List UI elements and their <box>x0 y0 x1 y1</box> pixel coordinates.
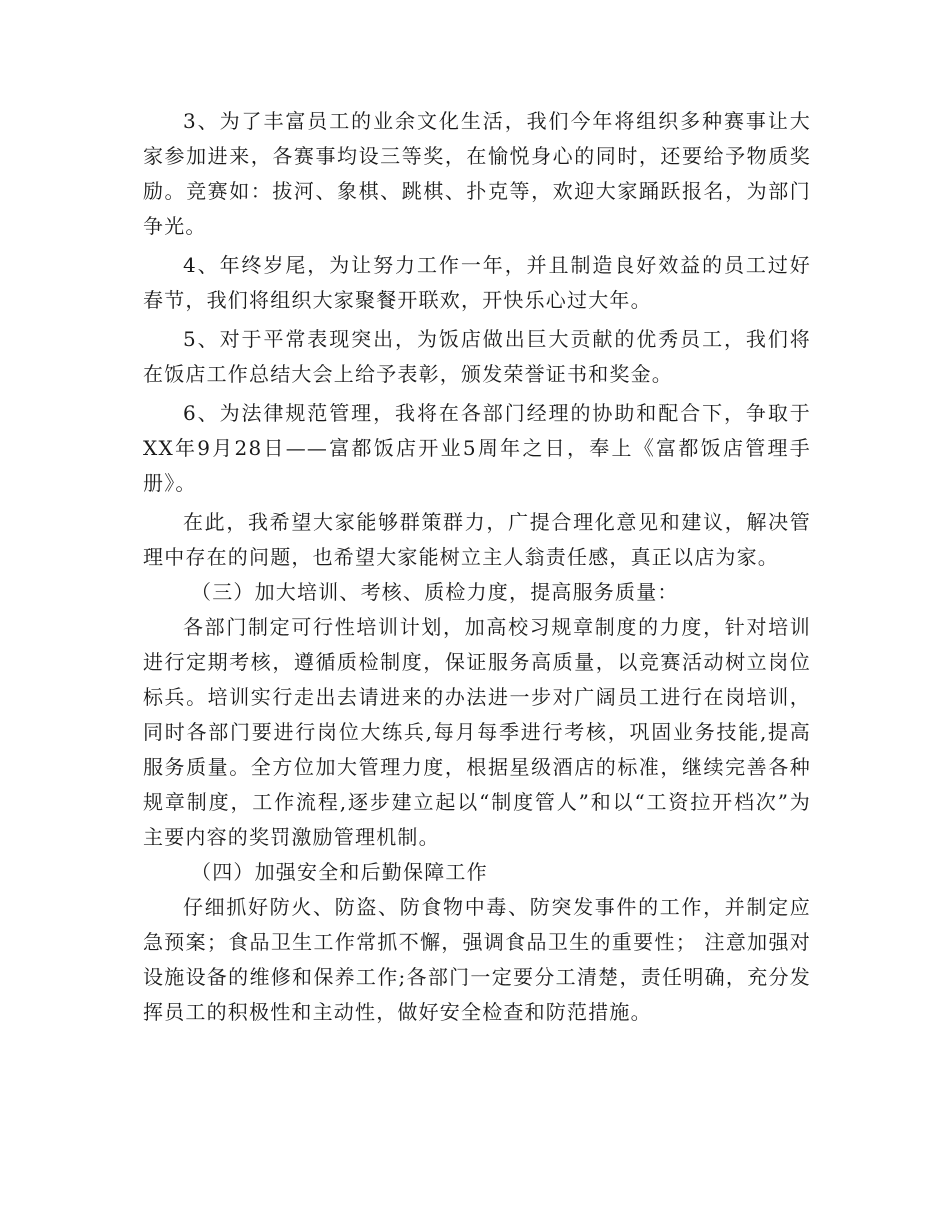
section-heading-3: （三）加大培训、考核、质检力度，提高服务质量： <box>191 580 679 604</box>
section-heading-4: （四）加强安全和后勤保障工作 <box>191 860 488 884</box>
paragraph-item-3: 3、为了丰富员工的业余文化生活，我们今年将组织多种赛事让大家参加进来，各赛事均设三等奖，在愉悦身心的同时，还要给予物质奖励。竞赛如：拔河、象棋、跳棋、扑克等，欢迎大家踊跃报名，为部门争光。 <box>143 109 811 238</box>
section-body-4: 仔细抓好防火、防盗、防食物中毒、防突发事件的工作，并制定应急预案；食品卫生工作常抓不懈，强调食品卫生的重要性； 注意加强对设施设备的维修和保养工作;各部门一定要分工清楚，责任明确，充分发挥员工的积极性和主动性，做好安全检查和防范措施。 <box>143 895 811 1024</box>
paragraph-item-5: 5、对于平常表现突出，为饭店做出巨大贡献的优秀员工，我们将在饭店工作总结大会上给予表彰，颁发荣誉证书和奖金。 <box>143 327 811 386</box>
paragraph-item-4: 4、年终岁尾，为让努力工作一年，并且制造良好效益的员工过好春节，我们将组织大家聚餐开联欢，开快乐心过大年。 <box>143 253 811 312</box>
paragraph-item-6: 6、为法律规范管理，我将在各部门经理的协助和配合下，争取于XX年9月28日——富都饭店开业5周年之日，奉上《富都饭店管理手册》。 <box>143 401 811 495</box>
section-body-3: 各部门制定可行性培训计划，加高校习规章制度的力度，针对培训进行定期考核，遵循质检制度，保证服务高质量，以竞赛活动树立岗位标兵。培训实行走出去请进来的办法进一步对广阔员工进行在岗培训，同时各部门要进行岗位大练兵,每月每季进行考核，巩固业务技能,提高服务质量。全方位加大管理力度，根据星级酒店的标准，继续完善各种规章制度，工作流程,逐步建立起以“制度管人”和以“工资拉开档次”为主要内容的奖罚激励管理机制。 <box>143 615 811 849</box>
document-page <box>143 104 811 1030</box>
paragraph-closing: 在此，我希望大家能够群策群力，广提合理化意见和建议，解决管理中存在的问题，也希望大家能树立主人翁责任感，真正以店为家。 <box>143 510 811 569</box>
